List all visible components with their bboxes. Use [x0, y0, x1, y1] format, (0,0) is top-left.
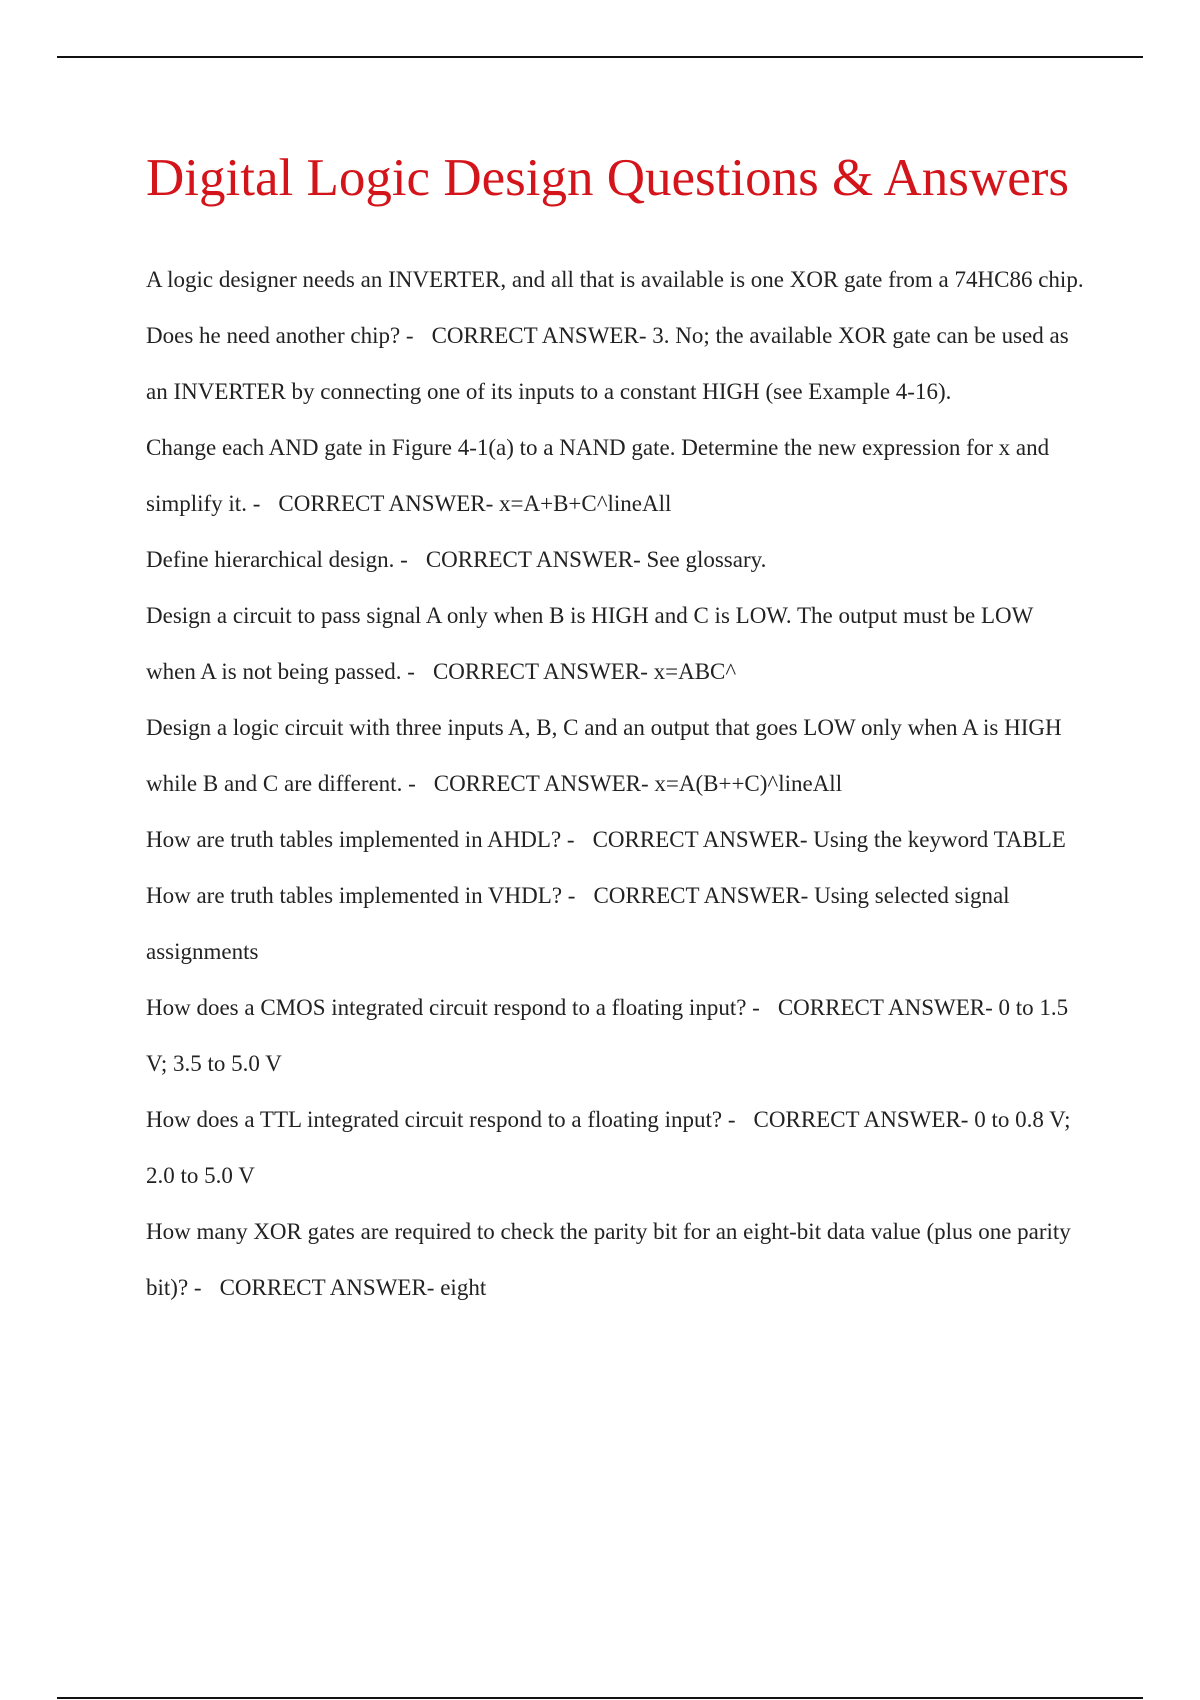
question-text: How are truth tables implemented in AHDL? -	[146, 827, 575, 852]
question-text: Design a logic circuit with three inputs A, B, C and an output that goes LOW only when A is HIGH while B and C are different. -	[146, 715, 1062, 796]
answer-text: 0 to 1.5 V; 3.5 to 5.0 V	[146, 995, 1069, 1076]
qa-item	[146, 420, 1086, 532]
qa-item	[146, 868, 1086, 980]
answer-text: 3. No; the available XOR gate can be used as an INVERTER by connecting one of its inputs to a constant HIGH (see Example 4-16).	[146, 323, 1069, 404]
qa-item	[146, 1092, 1086, 1204]
answer-text: x=A+B+C^lineAll	[499, 491, 672, 516]
answer-text: Using the keyword TABLE	[813, 827, 1066, 852]
answer-label: CORRECT ANSWER-	[432, 659, 648, 684]
qa-item	[146, 812, 1086, 868]
bottom-rule	[57, 1697, 1143, 1699]
question-text: Change each AND gate in Figure 4-1(a) to a NAND gate. Determine the new expression for x and simplify it. -	[146, 435, 1050, 516]
qa-item	[146, 252, 1086, 420]
answer-label: CORRECT ANSWER-	[433, 771, 649, 796]
answer-label: CORRECT ANSWER-	[753, 1107, 969, 1132]
answer-label: CORRECT ANSWER-	[219, 1275, 435, 1300]
qa-item	[146, 532, 1086, 588]
answer-text: x=A(B++C)^lineAll	[654, 771, 843, 796]
qa-item	[146, 588, 1086, 700]
answer-label: CORRECT ANSWER-	[425, 547, 641, 572]
answer-label: CORRECT ANSWER-	[431, 323, 647, 348]
question-text: How does a TTL integrated circuit respond to a floating input? -	[146, 1107, 736, 1132]
question-text: How does a CMOS integrated circuit respond to a floating input? -	[146, 995, 760, 1020]
question-text: How many XOR gates are required to check the parity bit for an eight-bit data value (plus one parity bit)? -	[146, 1219, 1071, 1300]
answer-label: CORRECT ANSWER-	[278, 491, 494, 516]
qa-list	[146, 252, 1086, 1316]
answer-text: eight	[440, 1275, 487, 1300]
qa-item	[146, 1204, 1086, 1316]
question-text: How are truth tables implemented in VHDL? -	[146, 883, 576, 908]
question-text: Define hierarchical design. -	[146, 547, 408, 572]
answer-text: See glossary.	[646, 547, 767, 572]
answer-label: CORRECT ANSWER-	[592, 827, 808, 852]
question-text: Design a circuit to pass signal A only when B is HIGH and C is LOW. The output must be LOW when A is not being passed. -	[146, 603, 1033, 684]
answer-text: x=ABC^	[653, 659, 737, 684]
question-text: A logic designer needs an INVERTER, and all that is available is one XOR gate from a 74HC86 chip. Does he need another chip? -	[146, 267, 1084, 348]
qa-item	[146, 980, 1086, 1092]
top-rule	[57, 56, 1143, 58]
page-title: Digital Logic Design Questions & Answers	[146, 149, 1069, 207]
answer-text: Using selected signal assignments	[146, 883, 1010, 964]
answer-label: CORRECT ANSWER-	[593, 883, 809, 908]
answer-label: CORRECT ANSWER-	[777, 995, 993, 1020]
qa-item	[146, 700, 1086, 812]
answer-text: 0 to 0.8 V; 2.0 to 5.0 V	[146, 1107, 1071, 1188]
